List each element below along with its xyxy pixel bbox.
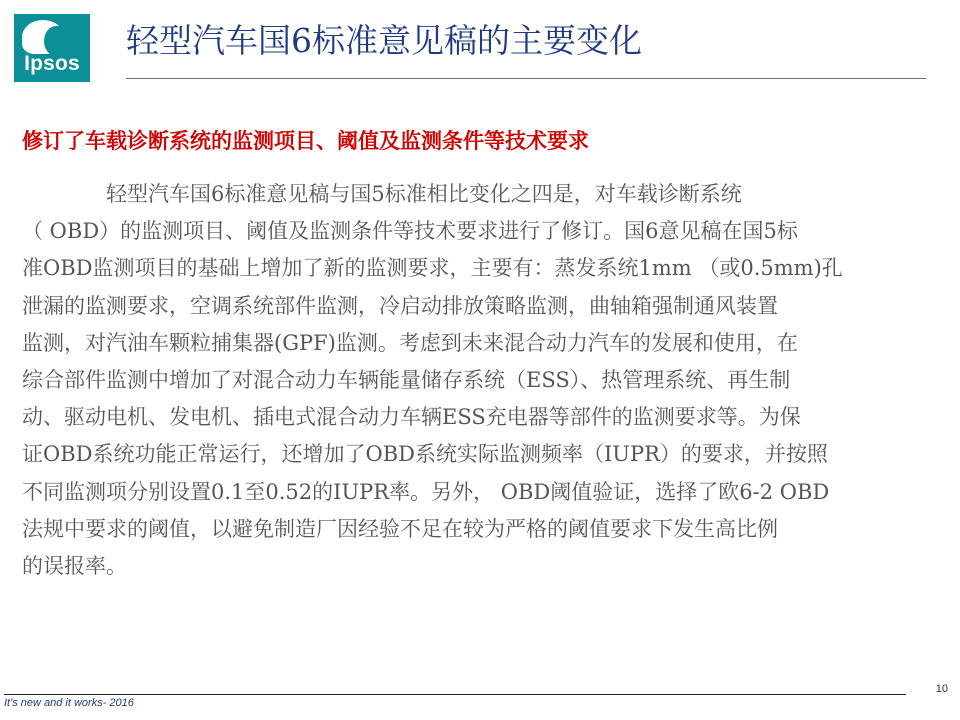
ipsos-logo <box>14 14 90 82</box>
body-line: 监测，对汽油车颗粒捕集器(GPF)监测。考虑到未来混合动力汽车的发展和使用，在 <box>22 330 798 355</box>
logo-text: Ipsos <box>24 52 80 75</box>
footer-tagline: It's new and it works- 2016 <box>4 697 134 709</box>
body-line: 法规中要求的阈值，以避免制造厂因经验不足在较为严格的阈值要求下发生高比例 <box>22 516 778 541</box>
body-paragraph <box>22 176 942 585</box>
slide-subtitle: 修订了车载诊断系统的监测项目、阈值及监测条件等技术要求 <box>22 128 589 153</box>
body-line: 动、驱动电机、发电机、插电式混合动力车辆ESS充电器等部件的监测要求等。为保 <box>22 405 801 430</box>
page-number: 10 <box>935 683 948 695</box>
body-line: 综合部件监测中增加了对混合动力车辆能量储存系统（ESS）、热管理系统、再生制 <box>22 367 791 392</box>
body-line: 泄漏的监测要求，空调系统部件监测，冷启动排放策略监测，曲轴箱强制通风装置 <box>22 293 778 318</box>
footer-divider <box>4 694 906 695</box>
title-divider <box>126 78 926 79</box>
body-line: 的误报率。 <box>22 553 127 578</box>
body-line: 准OBD监测项目的基础上增加了新的监测要求，主要有：蒸发系统1mm （或0.5mm)孔 <box>22 256 843 281</box>
slide-title: 轻型汽车国6标准意见稿的主要变化 <box>126 21 642 60</box>
body-line: 证OBD系统功能正常运行，还增加了OBD系统实际监测频率（IUPR）的要求，并按照 <box>22 442 828 467</box>
body-line: （ OBD）的监测项目、阈值及监测条件等技术要求进行了修订。国6意见稿在国5标 <box>22 219 798 244</box>
body-line: 轻型汽车国6标准意见稿与国5标准相比变化之四是，对车载诊断系统 <box>22 182 742 206</box>
body-line: 不同监测项分别设置0.1至0.52的IUPR率。另外， OBD阈值验证，选择了欧6-2 OBD <box>22 479 830 504</box>
